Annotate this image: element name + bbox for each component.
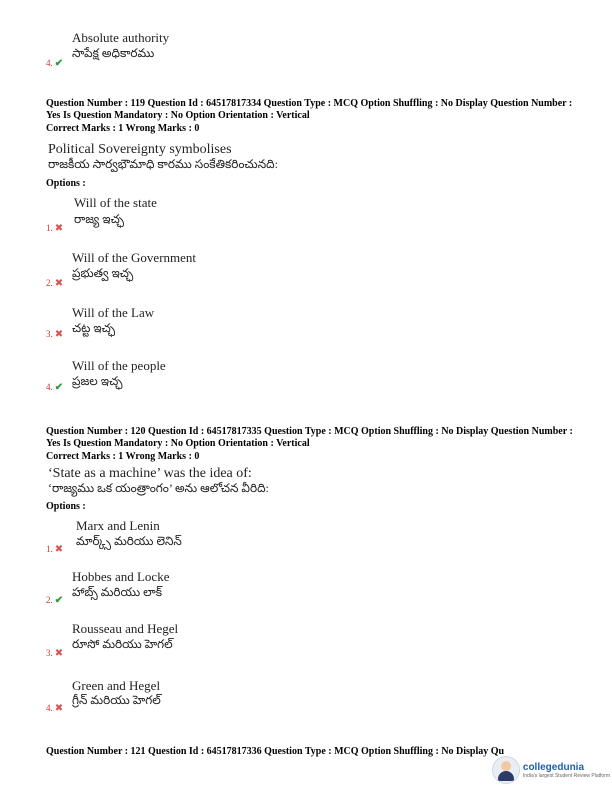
- q119-option-1-number: [46, 223, 63, 234]
- cross-icon: ✖: [54, 544, 64, 555]
- q119-option-4-number: [46, 382, 63, 393]
- q119-header-line2: Yes Is Question Mandatory : No Option Orientation : Vertical: [46, 110, 310, 121]
- option-number: 1.: [46, 544, 53, 554]
- q119-option-4-te: ప్రజల ఇచ్ఛ: [72, 374, 123, 388]
- cross-icon: ✖: [54, 329, 64, 340]
- logo-tagline: India's largest Student Review Platform: [522, 772, 610, 779]
- q120-marks: Correct Marks : 1 Wrong Marks : 0: [46, 451, 200, 462]
- q120-option-3-en: Rousseau and Hegel: [72, 621, 179, 636]
- q119-option-1-en: Will of the state: [74, 195, 157, 210]
- prev-option-4-te: సాపేక్ష అధికారము: [72, 46, 155, 60]
- q119-question-te: రాజకీయ సార్వభౌమాధి కారము సంకేతికరించునది:: [48, 157, 278, 171]
- q119-option-2-en: Will of the Government: [72, 250, 197, 265]
- q120-header-line1: Question Number : 120 Question Id : 64517817335 Question Type : MCQ Option Shuffling : No Display Question Number :: [46, 426, 573, 437]
- cross-icon: ✖: [54, 648, 64, 659]
- q120-option-3-number: [46, 648, 63, 659]
- q119-option-3-number: [46, 329, 63, 340]
- cross-icon: ✖: [54, 223, 64, 234]
- option-number: 2.: [46, 278, 53, 288]
- option-number: 4.: [46, 382, 53, 392]
- q119-header-line1: Question Number : 119 Question Id : 64517817334 Question Type : MCQ Option Shuffling : No Display Question Number :: [46, 98, 573, 109]
- q119-option-2-number: [46, 278, 63, 289]
- option-number: 2.: [46, 595, 53, 605]
- q120-option-4-te: గ్రీన్ మరియు హెగల్: [72, 693, 161, 707]
- collegedunia-logo: [492, 756, 610, 784]
- q120-option-4-en: Green and Hegel: [72, 678, 161, 693]
- q120-header-line2: Yes Is Question Mandatory : No Option Orientation : Vertical: [46, 438, 310, 449]
- q119-option-2-te: ప్రభుత్వ ఇచ్ఛ: [72, 266, 134, 280]
- prev-option-4-en: Absolute authority: [72, 30, 170, 45]
- check-icon: ✔: [54, 382, 64, 393]
- q120-question-en: ‘State as a machine’ was the idea of:: [48, 466, 252, 481]
- q120-option-2-te: హాబ్స్ మరియు లాక్: [72, 585, 163, 599]
- check-icon: ✔: [54, 595, 64, 606]
- q120-option-1-te: మార్క్స్ మరియు లెనిన్: [76, 534, 182, 548]
- option-number: 4.: [46, 58, 53, 68]
- check-icon: ✔: [54, 58, 64, 69]
- q120-question-te: ‘రాజ్యము ఒక యంత్రాంగం’ అను ఆలోచన వీరిది:: [48, 481, 269, 495]
- logo-brand: collegedunia: [522, 761, 585, 773]
- q119-question-en: Political Sovereignty symbolises: [48, 142, 232, 157]
- option-number: 3.: [46, 329, 53, 339]
- q121-header-line1: Question Number : 121 Question Id : 64517817336 Question Type : MCQ Option Shuffling : No Display Qu: [46, 746, 505, 757]
- q120-option-2-number: [46, 595, 63, 606]
- q119-option-1-te: రాజ్య ఇచ్ఛ: [74, 212, 125, 226]
- q120-options-label: Options :: [46, 501, 86, 512]
- student-avatar-icon: [492, 756, 520, 784]
- cross-icon: ✖: [54, 278, 64, 289]
- option-number: 4.: [46, 703, 53, 713]
- q119-option-3-te: చట్ట ఇచ్ఛ: [72, 321, 116, 335]
- q119-options-label: Options :: [46, 178, 86, 189]
- option-number: 1.: [46, 223, 53, 233]
- q120-option-4-number: [46, 703, 63, 714]
- q119-option-4-en: Will of the people: [72, 358, 166, 373]
- q119-option-3-en: Will of the Law: [72, 305, 155, 320]
- q120-option-1-en: Marx and Lenin: [76, 518, 160, 533]
- option-number: 3.: [46, 648, 53, 658]
- q120-option-2-en: Hobbes and Locke: [72, 569, 170, 584]
- q119-marks: Correct Marks : 1 Wrong Marks : 0: [46, 123, 200, 134]
- q120-option-3-te: రూసో మరియు హెగల్: [72, 637, 173, 651]
- q120-option-1-number: [46, 544, 63, 555]
- prev-option-4-number: [46, 58, 63, 69]
- cross-icon: ✖: [54, 703, 64, 714]
